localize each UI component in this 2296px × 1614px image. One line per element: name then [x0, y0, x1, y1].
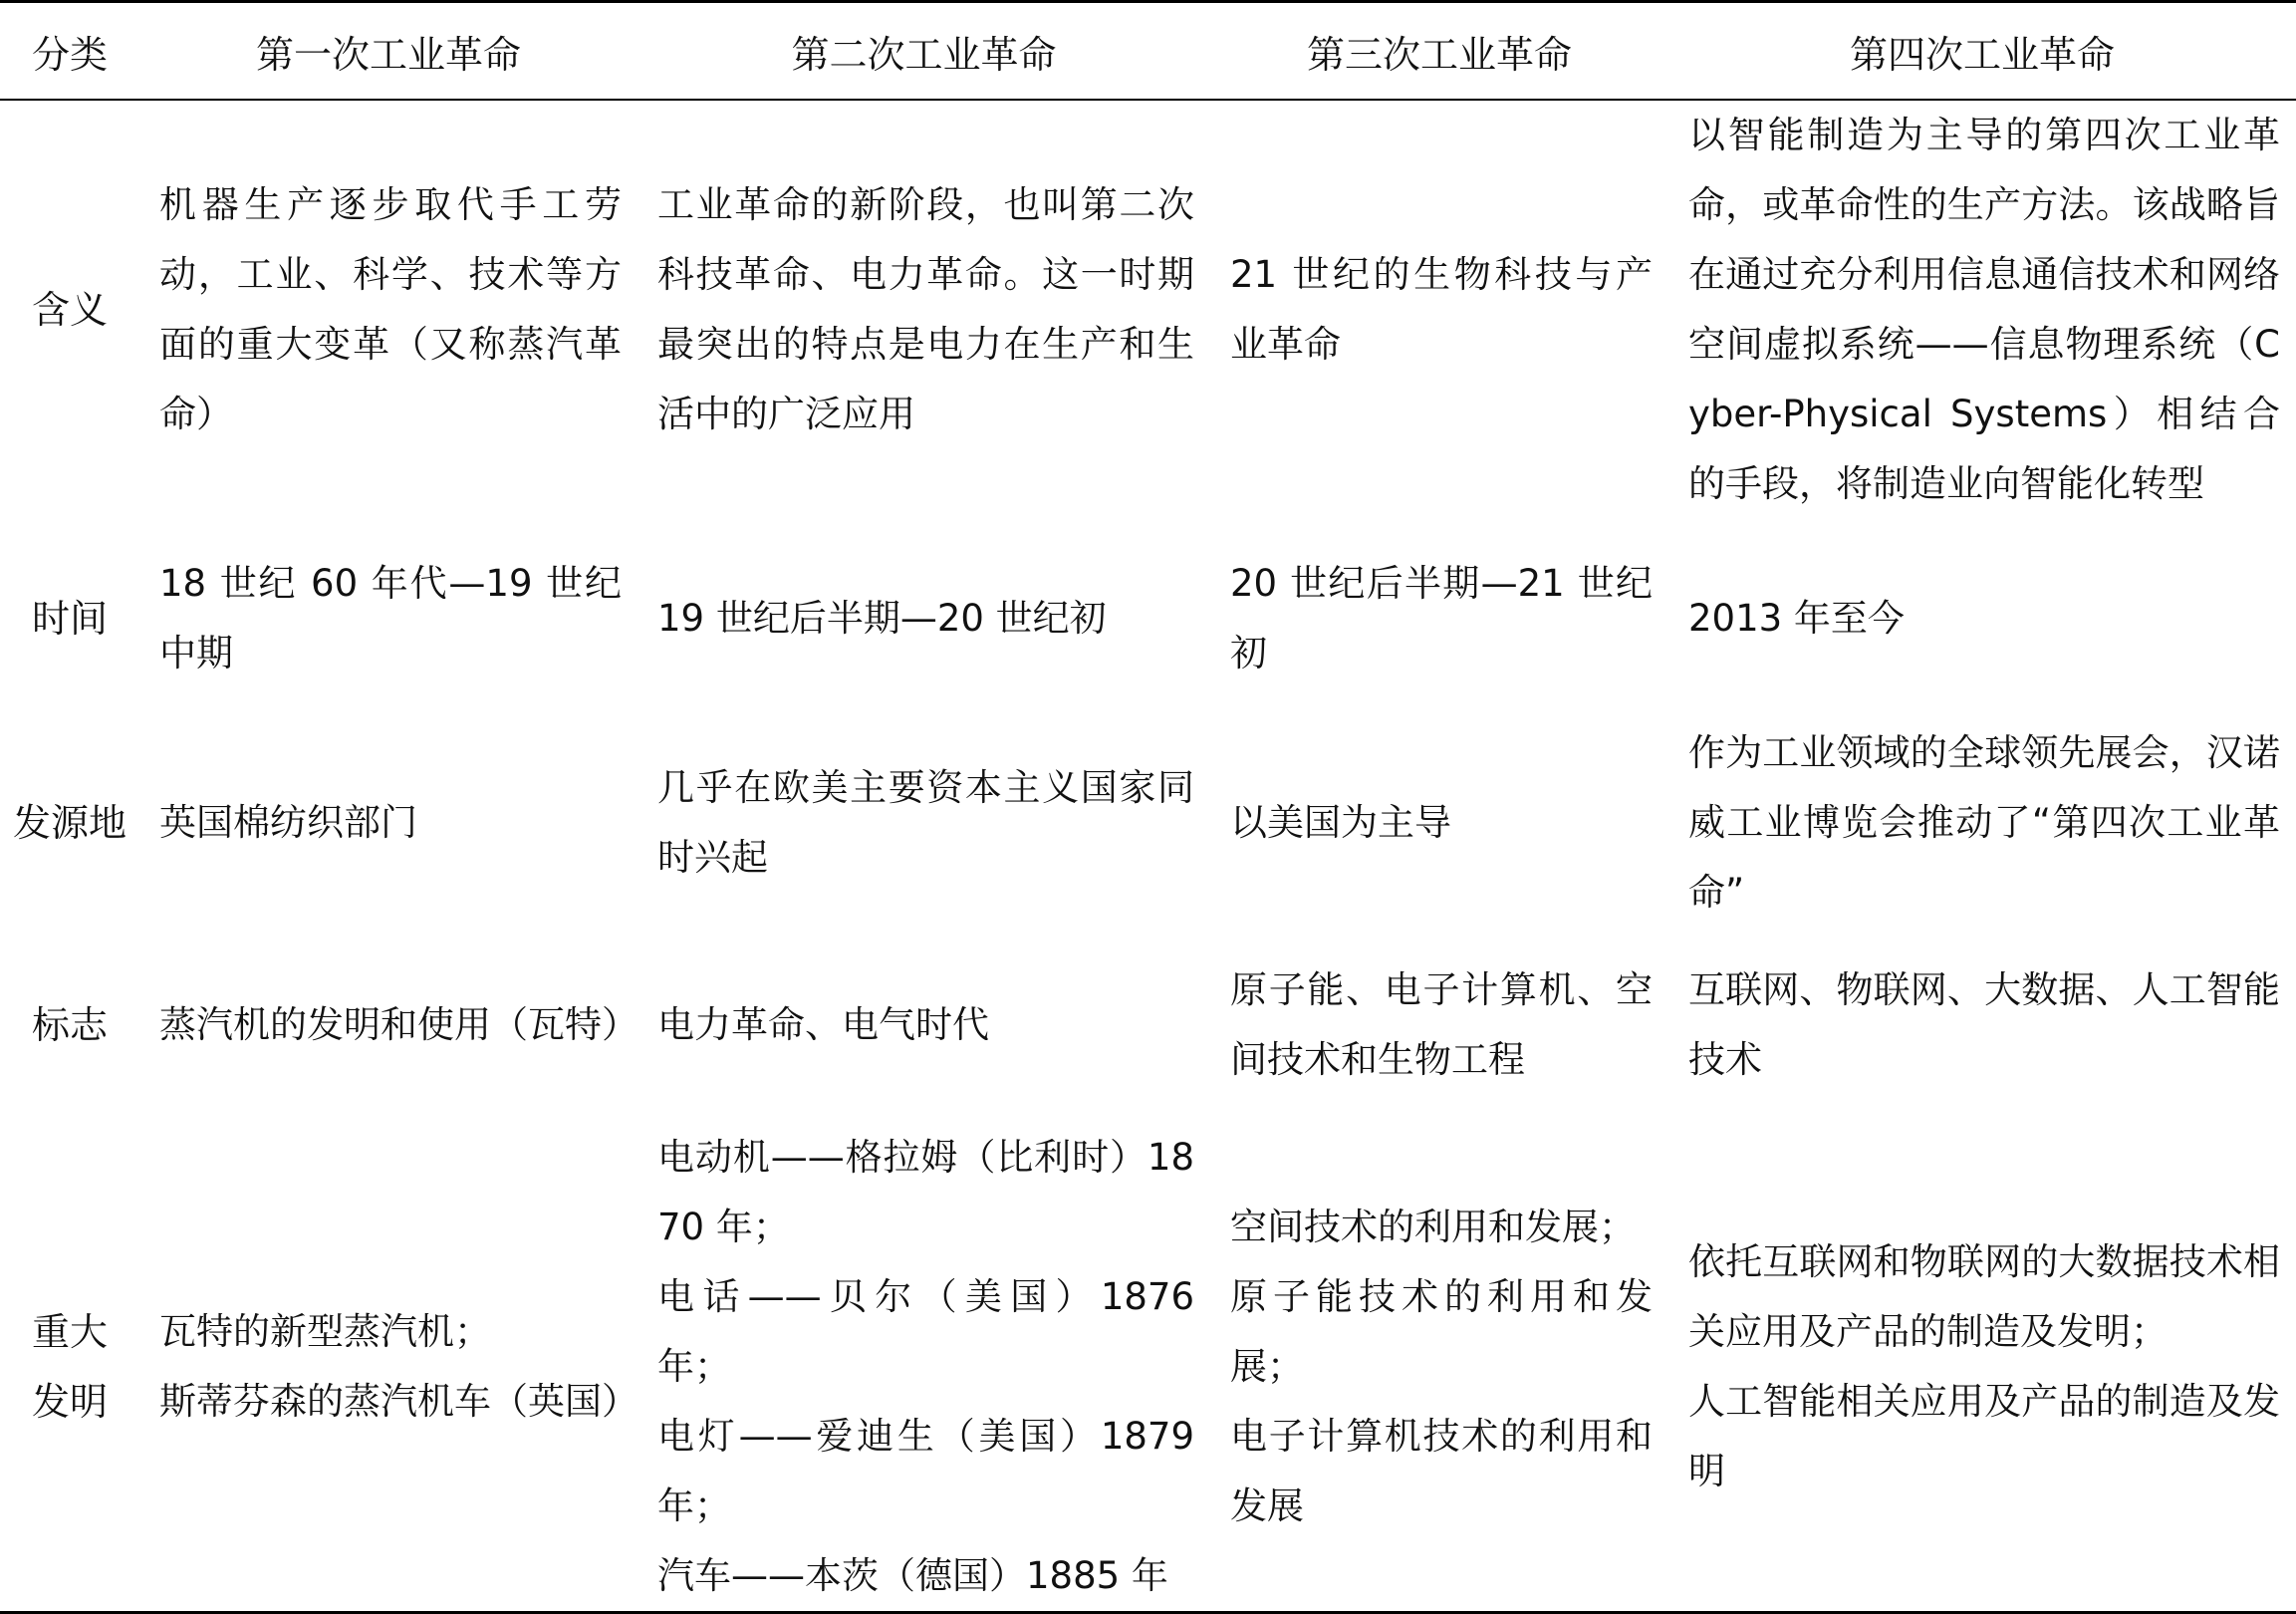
cell-time-first: 18 世纪 60 年代—19 世纪中期 — [159, 562, 622, 674]
table-row-mark — [0, 928, 2296, 1123]
table-row-invention — [0, 1123, 2296, 1613]
table-row-origin — [0, 718, 2296, 928]
cell-mark-first: 蒸汽机的发明和使用（瓦特） — [159, 1003, 638, 1046]
row-category-origin: 发源地 — [12, 801, 127, 845]
cell-origin-first: 英国棉纺织部门 — [159, 801, 417, 844]
row-category-invention: 重大 发明 — [0, 1123, 139, 1613]
cell-time-second: 19 世纪后半期—20 世纪初 — [657, 597, 1107, 640]
cell-origin-third: 以美国为主导 — [1230, 801, 1451, 844]
cell-meaning-third: 21 世纪的生物科技与产业革命 — [1230, 253, 1653, 366]
header-second-revolution: 第二次工业革命 — [638, 2, 1210, 101]
table-row-meaning — [0, 100, 2296, 519]
cell-meaning-first: 机器生产逐步取代手工劳动，工业、科学、技术等方面的重大变革（又称蒸汽革命） — [159, 183, 622, 435]
table-body — [0, 100, 2296, 1613]
cell-mark-third: 原子能、电子计算机、空间技术和生物工程 — [1230, 968, 1653, 1081]
cell-origin-second: 几乎在欧美主要资本主义国家同时兴起 — [657, 766, 1194, 879]
cell-meaning-second: 工业革命的新阶段，也叫第二次科技革命、电力革命。这一时期最突出的特点是电力在生产和生活中的广泛应用 — [657, 183, 1194, 435]
table-header — [0, 2, 2296, 101]
cell-origin-fourth: 作为工业领域的全球领先展会，汉诺威工业博览会推动了“第四次工业革命” — [1688, 731, 2280, 914]
row-category-mark: 标志 — [31, 1003, 108, 1047]
cell-invention-third: 空间技术的利用和发展； 原子能技术的利用和发展； 电子计算机技术的利用和发展 — [1210, 1123, 1668, 1613]
row-category-meaning: 含义 — [31, 288, 108, 332]
cell-invention-first: 瓦特的新型蒸汽机； 斯蒂芬森的蒸汽机车（英国） — [139, 1123, 638, 1613]
cell-meaning-fourth: 以智能制造为主导的第四次工业革命，或革命性的生产方法。该战略旨在通过充分利用信息通信技术和网络空间虚拟系统——信息物理系统（Cyber-Physical Systems）相结合的手段，将制造业向智能化转型 — [1688, 114, 2280, 505]
row-category-time: 时间 — [31, 597, 108, 641]
cell-invention-second: 电动机——格拉姆（比利时）1870 年； 电话——贝尔（美国）1876 年； 电灯——爱迪生（美国）1879 年； 汽车——本茨（德国）1885 年 — [638, 1123, 1210, 1613]
cell-time-third: 20 世纪后半期—21 世纪初 — [1230, 562, 1653, 674]
cell-mark-second: 电力革命、电气时代 — [657, 1003, 989, 1046]
header-first-revolution: 第一次工业革命 — [139, 2, 638, 101]
header-category: 分类 — [0, 2, 139, 101]
header-fourth-revolution: 第四次工业革命 — [1668, 2, 2296, 101]
cell-time-fourth: 2013 年至今 — [1688, 597, 1905, 640]
header-third-revolution: 第三次工业革命 — [1210, 2, 1668, 101]
header-row — [0, 2, 2296, 101]
cell-invention-fourth: 依托互联网和物联网的大数据技术相关应用及产品的制造及发明； 人工智能相关应用及产品的制造及发明 — [1668, 1123, 2296, 1613]
cell-mark-fourth: 互联网、物联网、大数据、人工智能技术 — [1688, 968, 2280, 1081]
table-row-time — [0, 519, 2296, 718]
